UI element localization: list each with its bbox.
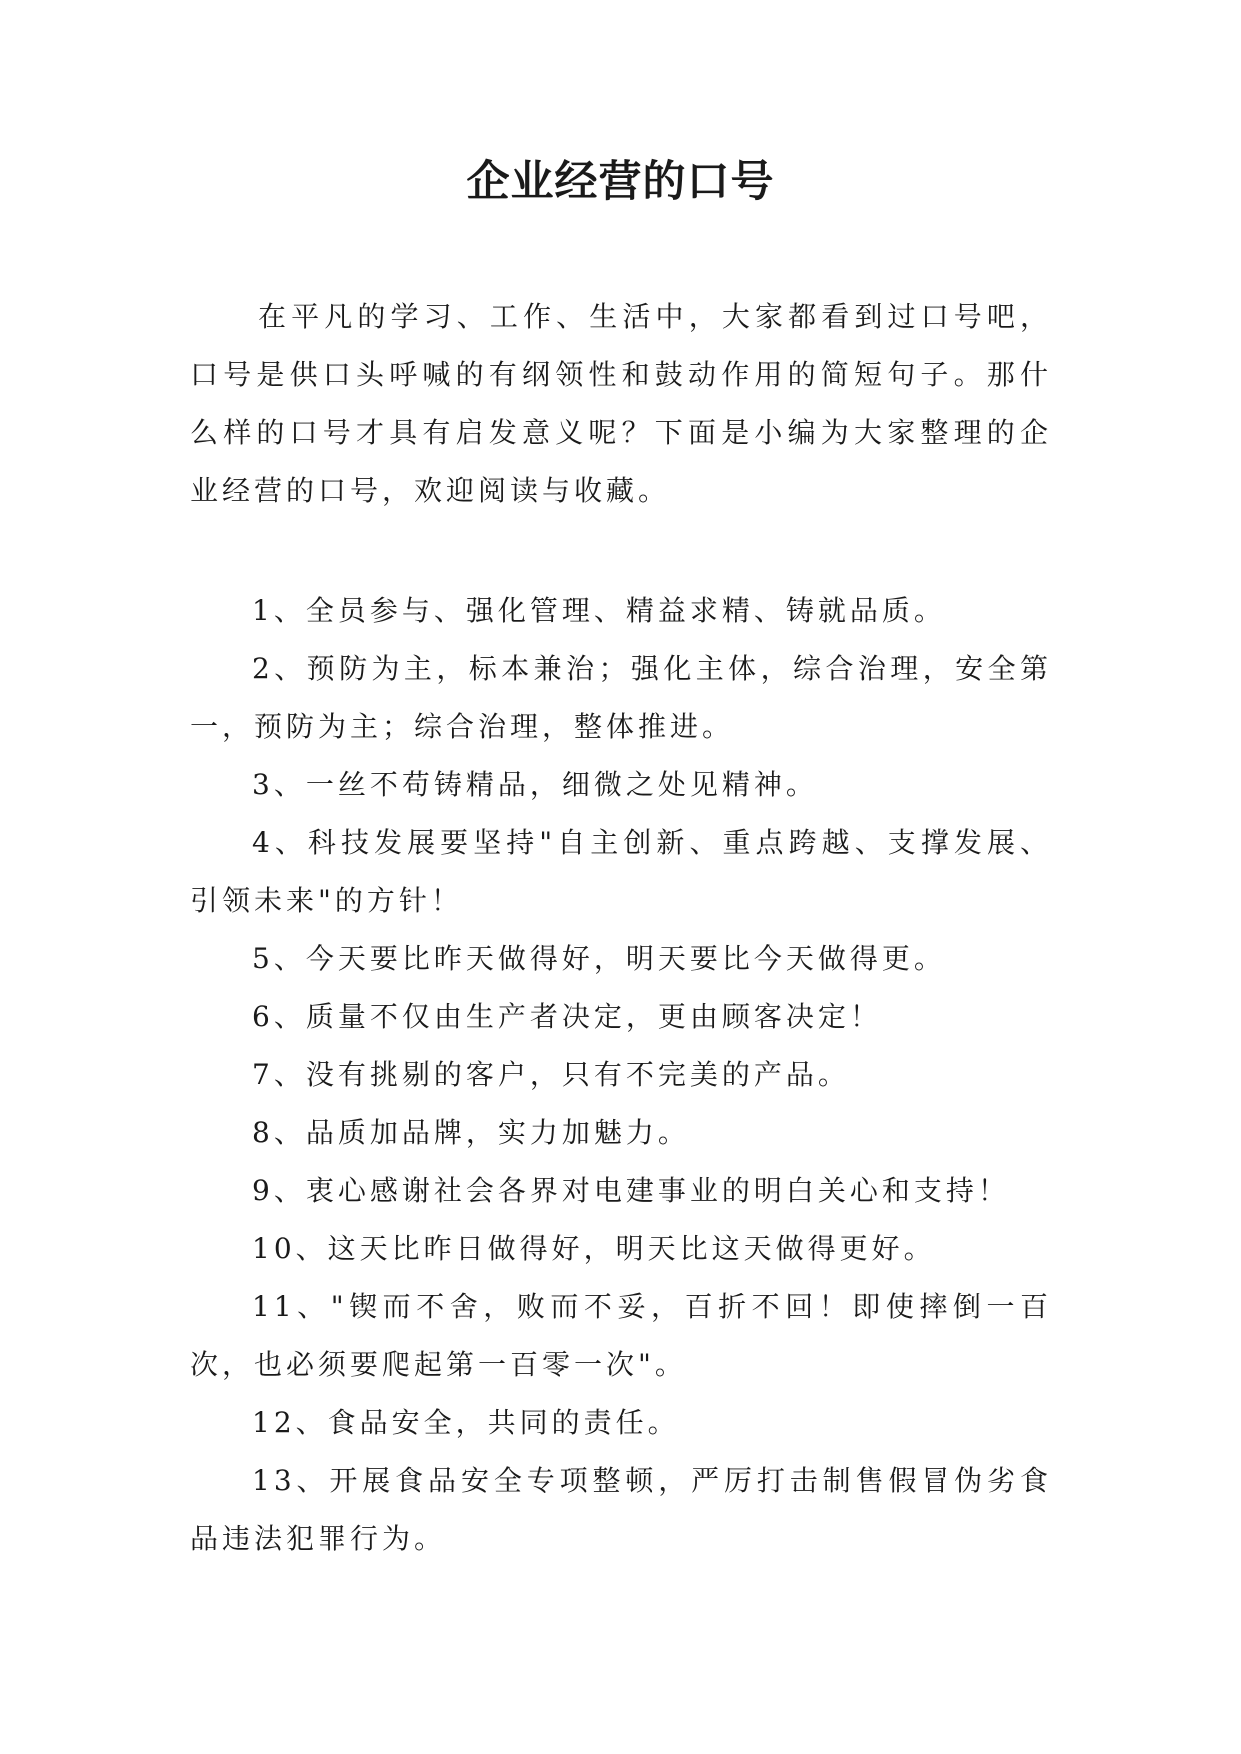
list-item: 4、科技发展要坚持"自主创新、重点跨越、支撑发展、引领未来"的方针！ bbox=[190, 826, 1052, 917]
document-title: 企业经营的口号 bbox=[466, 157, 775, 207]
list-item: 10、这天比昨日做得好，明天比这天做得更好。 bbox=[252, 1232, 936, 1265]
list-item: 1、全员参与、强化管理、精益求精、铸就品质。 bbox=[252, 594, 946, 627]
list-item: 5、今天要比昨天做得好，明天要比今天做得更。 bbox=[252, 942, 946, 975]
intro-paragraph: 在平凡的学习、工作、生活中，大家都看到过口号吧，口号是供口头呼喊的有纲领性和鼓动作用的简短句子。那什么样的口号才具有启发意义呢？下面是小编为大家整理的企业经营的口号，欢迎阅读与收藏。 bbox=[190, 300, 1052, 507]
slogan-list bbox=[190, 582, 1052, 1568]
list-item: 2、预防为主，标本兼治；强化主体，综合治理，安全第一，预防为主；综合治理，整体推进。 bbox=[190, 652, 1052, 743]
list-item: 9、衷心感谢社会各界对电建事业的明白关心和支持！ bbox=[252, 1174, 1010, 1207]
list-item: 6、质量不仅由生产者决定，更由顾客决定！ bbox=[252, 1000, 882, 1033]
list-item: 3、一丝不苟铸精品，细微之处见精神。 bbox=[252, 768, 818, 801]
list-item: 8、品质加品牌，实力加魅力。 bbox=[252, 1116, 690, 1149]
list-item: 11、"锲而不舍，败而不妥，百折不回！即使摔倒一百次，也必须要爬起第一百零一次"。 bbox=[190, 1290, 1052, 1381]
list-item: 7、没有挑剔的客户，只有不完美的产品。 bbox=[252, 1058, 850, 1091]
list-item: 13、开展食品安全专项整顿，严厉打击制售假冒伪劣食品违法犯罪行为。 bbox=[190, 1464, 1052, 1555]
list-item: 12、食品安全，共同的责任。 bbox=[252, 1406, 680, 1439]
